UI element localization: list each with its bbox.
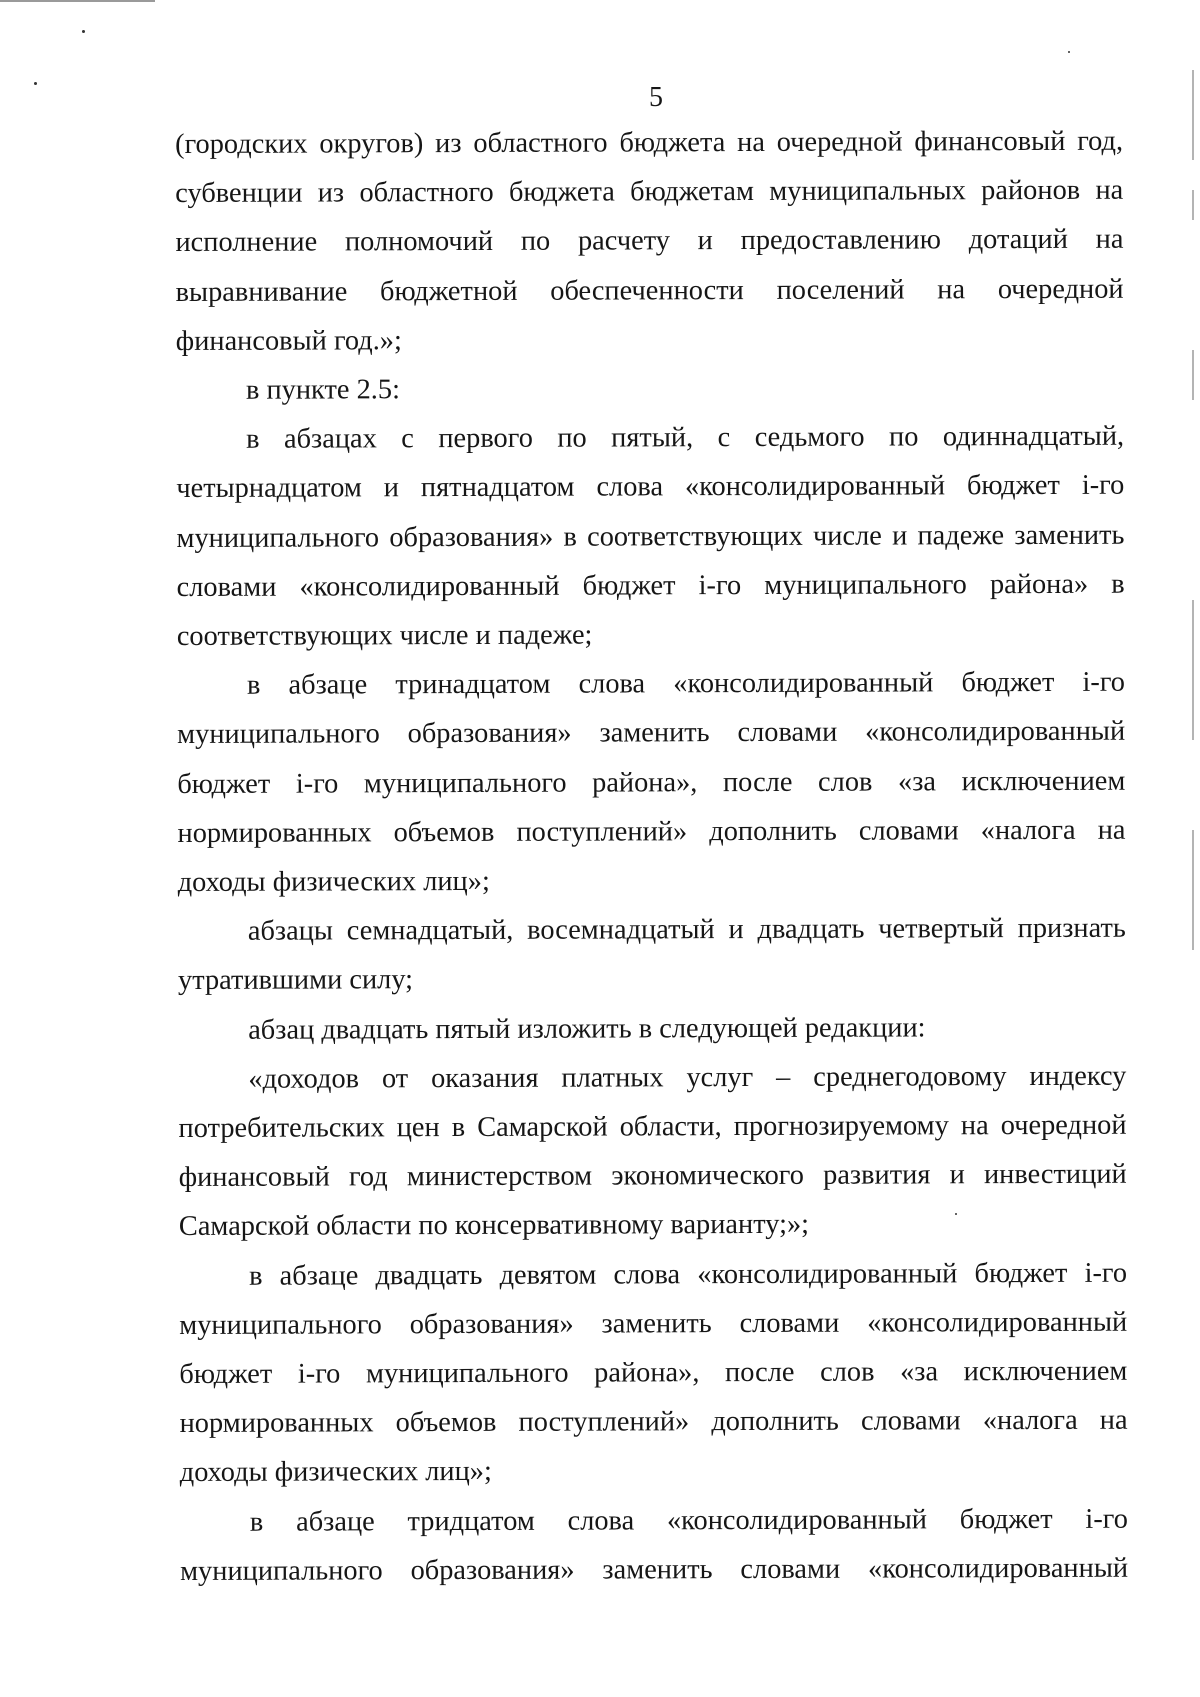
- paragraph: в абзаце тринадцатом слова «консолидированный бюджет i-го муниципального образования» заменить словами «консолидированный бюджет i-го муниципального района», после слов «за исключением нормированных объемов поступлений» дополнить словами «налога на доходы физических лиц»;: [177, 666, 1126, 899]
- paragraph: в пункте 2.5:: [245, 374, 400, 406]
- paragraph: «доходов от оказания платных услуг – среднегодовому индексу потребительских цен в Самарской области, прогнозируемому на очередной финансовый год министерством экономического развития и инвестиций Самарской области по консервативному варианту;»;: [178, 1060, 1127, 1243]
- scan-edge-right: [1192, 190, 1194, 220]
- scan-speck: [1068, 51, 1070, 53]
- scan-edge-right: [1192, 600, 1194, 740]
- scan-speck: [82, 30, 85, 33]
- paragraph: в абзацах с первого по пятый, с седьмого по одиннадцатый, четырнадцатом и пятнадцатом слова «консолидированный бюджет i-го муниципального образования» в соответствующих числе и падеже заменить словами «консолидированный бюджет i-го муниципального района» в соответствующих числе и падеже;: [176, 420, 1125, 653]
- paragraph: в абзаце тридцатом слова «консолидированный бюджет i-го муниципального образования» заменить словами «консолидированный: [180, 1503, 1129, 1587]
- paragraph: абзацы семнадцатый, восемнадцатый и двадцать четвертый признать утратившими силу;: [177, 912, 1126, 997]
- paragraph: абзац двадцать пятый изложить в следующей редакции:: [248, 1012, 926, 1046]
- paragraph: (городских округов) из областного бюджета на очередной финансовый год, субвенции из областного бюджета бюджетам муниципальных районов на исполнение полномочий по расчету и предоставлению дотаций на выравнивание бюджетной обеспеченности поселений на очередной финансовый год.»;: [175, 125, 1124, 357]
- document-body: [175, 117, 1128, 1596]
- scan-edge-top: [0, 0, 155, 2]
- scan-edge-right: [1192, 350, 1194, 400]
- scan-edge-right: [1192, 830, 1194, 950]
- paragraph: в абзаце двадцать девятом слова «консолидированный бюджет i-го муниципального образования» заменить словами «консолидированный бюджет i-го муниципального района», после слов «за исключением нормированных объемов поступлений» дополнить словами «налога на доходы физических лиц»;: [179, 1257, 1128, 1489]
- page-number: 5: [649, 82, 663, 113]
